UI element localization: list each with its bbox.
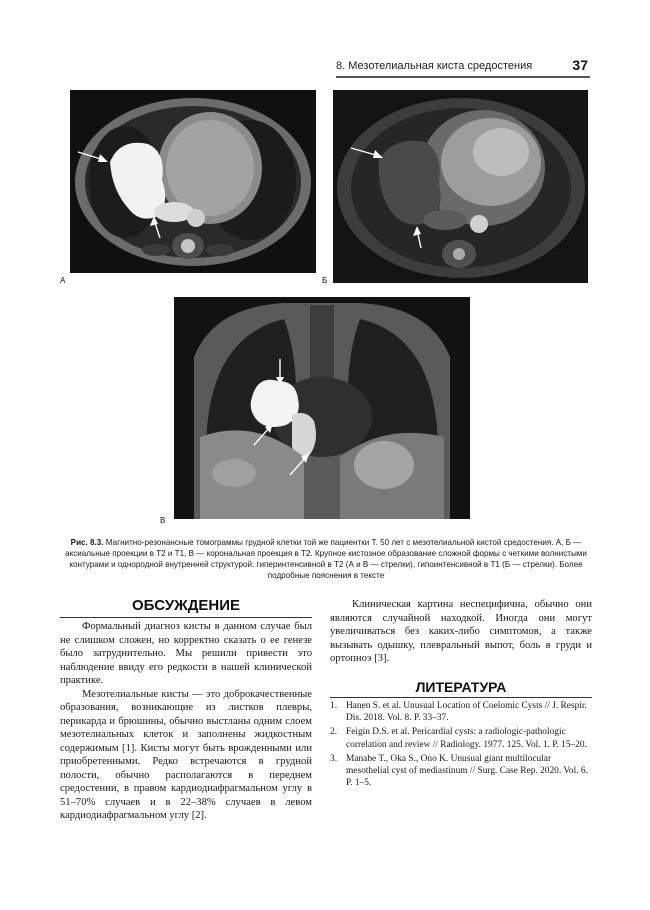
reference-number: 3. <box>330 753 338 764</box>
references-heading: ЛИТЕРАТУРА <box>415 679 507 695</box>
discussion-paragraph-3: Клиническая картина неспецифична, обычно они являются случайной находкой. Иногда они могут увеличиваться без каких-либо симптомов, а также вызывать одышку, плевральный выпот, боль в груди и ортопноэ [3]. <box>330 599 592 664</box>
panel-label-a: А <box>60 276 66 285</box>
panel-label-b: Б <box>322 276 328 285</box>
caption-label: Рис. 8.3. <box>70 538 104 547</box>
reference-item <box>330 700 592 724</box>
mri-axial-t1-image <box>333 90 588 283</box>
reference-item <box>330 726 592 750</box>
references-rule <box>330 697 592 698</box>
running-header <box>336 56 590 78</box>
caption-text: Магнитно-резонансные томограммы грудной клетки той же пациентки Т. 50 лет с мезотелиальной кистой средостения. А, Б — аксиальные проекции в Т2 и Т1, В — корональная проекция в Т2. Крупное кистозное образование сложной формы с четкими волнистыми контурами и однородной внутренней структурой: гиперинтенсивной в Т2 (А и В — стрелки), гипоинтенсивной в Т1 (Б — стрелки). Более подробные пояснения в тексте <box>65 538 587 580</box>
mri-coronal-t2-image <box>174 297 470 519</box>
reference-number: 2. <box>330 727 338 738</box>
reference-text: Manabe T., Oka S., Ono K. Unusual giant multilocular mesothelial cyst of mediastinum // Surg. Case Rep. 2020. Vol. 6. P. 1–5. <box>346 753 588 789</box>
page-number: 37 <box>572 57 588 73</box>
discussion-left-column <box>60 620 312 823</box>
discussion-right-column <box>330 598 592 666</box>
discussion-paragraph-2: Мезотелиальные кисты — это доброкачественные образования, возникающие из листков плевры, перикарда и брюшины, обычно выстланы одним слоем мезотелиальных клеток и заполнены жидкостным содержимым [1]. Кисты могут быть врожденными или приобретенными. Редко встречаются в грудной полости, обычно располагаются в переднем средостении, в правом кардиодиафрагмальном углу в 51–70% случаев и в 22–38% случаев в левом кардиодиафрагмальном углу [2]. <box>60 688 312 821</box>
figure-caption <box>60 537 592 581</box>
reference-text: Feigin D.S. et al. Pericardial cysts: a radiologic-pathologic correlation and review // Radiology. 1977. 125. Vol. 1. P. 15–20. <box>346 727 587 750</box>
references-list <box>330 700 592 791</box>
panel-label-c: В <box>160 516 166 525</box>
discussion-rule <box>60 617 312 618</box>
mri-panel-c <box>174 297 470 519</box>
mri-panel-a <box>70 90 316 273</box>
reference-item <box>330 753 592 790</box>
discussion-heading: ОБСУЖДЕНИЕ <box>131 597 241 614</box>
reference-text: Hanen S. et al. Unusual Location of Coelomic Cysts // J. Respir. Dis. 2018. Vol. 8. P. 33–37. <box>346 701 587 724</box>
mri-axial-t2-image <box>70 90 316 273</box>
header-rule <box>336 76 590 78</box>
reference-number: 1. <box>330 701 338 711</box>
discussion-paragraph-1: Формальный диагноз кисты в данном случае был не слишком сложен, но корректно сказать о ее генезе было затруднительно. Мы решили привести это наблюдение ввиду его редкости в нашей клинической практике. <box>60 621 312 686</box>
mri-panel-b <box>333 90 588 283</box>
chapter-title: 8. Мезотелиальная киста средостения <box>336 60 533 72</box>
